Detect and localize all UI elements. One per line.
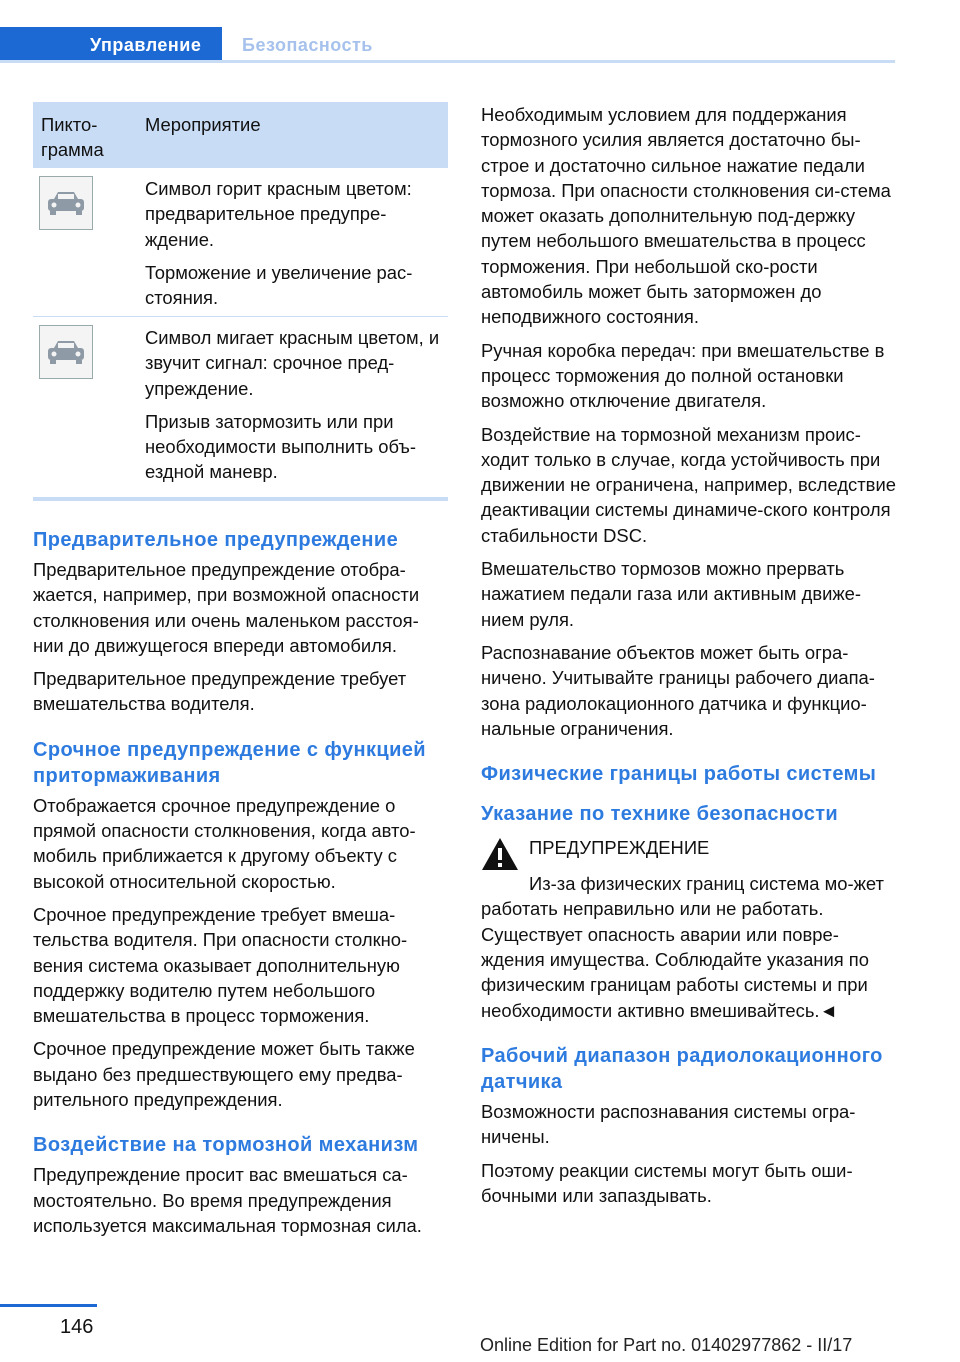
pictogram-cell	[33, 325, 135, 485]
row2-text2: Призыв затормозить или при необходимости выполнить объ-ездной маневр.	[145, 410, 417, 483]
heading-pre-warning: Предварительное предупреждение	[33, 529, 399, 551]
tab-safety[interactable]: Безопасность	[242, 35, 373, 55]
warning-block	[481, 835, 896, 871]
paragraph: Вмешательство тормозов можно прервать нажатием педали газа или активным движе-нием руля.	[481, 558, 862, 630]
paragraph: Ручная коробка передач: при вмешательстве в процесс торможения до полной остановки возможно отключение двигателя.	[481, 339, 885, 412]
header-pictogram: Пикто- грамма	[41, 114, 104, 160]
table-bottom-rule	[33, 497, 448, 501]
paragraph: Распознавание объектов может быть огра-ничено. Учитывайте границы рабочего диапа-зона радиолокационного датчика и функцио-нальные ограничения.	[481, 641, 875, 739]
action-cell	[135, 176, 448, 316]
right-column	[481, 102, 896, 1216]
table-header	[33, 102, 448, 168]
row1-text2: Торможение и увеличение рас-стояния.	[145, 261, 413, 309]
footer-rule	[0, 1304, 97, 1307]
heading-urgent-warning: Срочное предупреждение с функцией притормаживания	[33, 738, 426, 787]
paragraph: Необходимым условием для поддержания тормозного усилия является достаточно бы-строе и достаточно сильное нажатие педали тормоза. При опасности столкновения си-стема может оказать дополнительную под-держку путем небольшого вмешательства в процесс торможения. При небольшой ско-рости автомобиль может быть заторможен до неподвижного состояния.	[481, 104, 891, 328]
paragraph: Срочное предупреждение может быть также выдано без предшествующего ему предва-рительного предупреждения.	[33, 1038, 415, 1111]
car-front-icon	[39, 176, 93, 230]
car-front-icon	[39, 325, 93, 379]
edition-text: Online Edition for Part no. 01402977862 - II/17	[480, 1335, 853, 1355]
heading-physical-limits: Физические границы работы системы	[481, 763, 877, 786]
header-rule	[0, 60, 895, 63]
paragraph: Предварительное предупреждение требует вмешательства водителя.	[33, 668, 407, 715]
heading-safety-note: Указание по технике безопасности	[481, 803, 839, 826]
heading-radar-range: Рабочий диапазон радиолокационного датчика	[481, 1044, 883, 1093]
paragraph: Предупреждение просит вас вмешаться са-мостоятельно. Во время предупреждения используется максимальная тормозная сила.	[33, 1164, 422, 1236]
header-action: Мероприятие	[145, 114, 261, 135]
warning-title: ПРЕДУПРЕЖДЕНИЕ	[529, 837, 710, 859]
paragraph: Возможности распознавания системы огра-ничены.	[481, 1100, 856, 1148]
row1-text1: Символ горит красным цветом: предварительное предупре-ждение.	[145, 178, 412, 250]
table-row	[33, 317, 448, 485]
pictogram-table	[33, 102, 448, 501]
left-column	[33, 102, 448, 1246]
heading-brake-intervention: Воздействие на тормозной механизм	[33, 1134, 419, 1157]
warning-triangle-icon	[481, 837, 519, 871]
page-number: 146	[60, 1316, 94, 1338]
paragraph: Отображается срочное предупреждение о прямой опасности столкновения, когда авто-мобиль приближается к другому объекту с высокой относительной скоростью.	[33, 794, 416, 892]
tab-control[interactable]: Управление	[0, 27, 222, 63]
paragraph: Поэтому реакции системы могут быть оши-бочными или запаздывать.	[481, 1159, 853, 1206]
row2-text1: Символ мигает красным цветом, и звучит сигнал: срочное пред-упреждение.	[145, 327, 440, 399]
paragraph: Срочное предупреждение требует вмеша-тельства водителя. При опасности столкно-вения система оказывает дополнительную поддержку водителю путем небольшого вмешательства в процесс торможения.	[33, 903, 408, 1027]
table-row	[33, 168, 448, 317]
paragraph: Предварительное предупреждение отобра-жается, например, при возможной опасности столкновения или очень маленьком расстоя-нии до движущегося впереди автомобиля.	[33, 559, 420, 656]
paragraph: Воздействие на тормозной механизм проис-ходит только в случае, когда устойчивость при движении не ограничена, например, вследствие деактивации системы динамиче-ского контроля стабильности DSC.	[481, 423, 896, 546]
pictogram-cell	[33, 176, 135, 316]
warning-text: Из-за физических границ система мо-жет работать неправильно или не работать. Существует опасность аварии или повре-ждения имущества. Соблюдайте указания по физическим границам работы системы и при необходимости активно вмешивайтесь.◄	[481, 873, 884, 1021]
action-cell	[135, 325, 448, 485]
